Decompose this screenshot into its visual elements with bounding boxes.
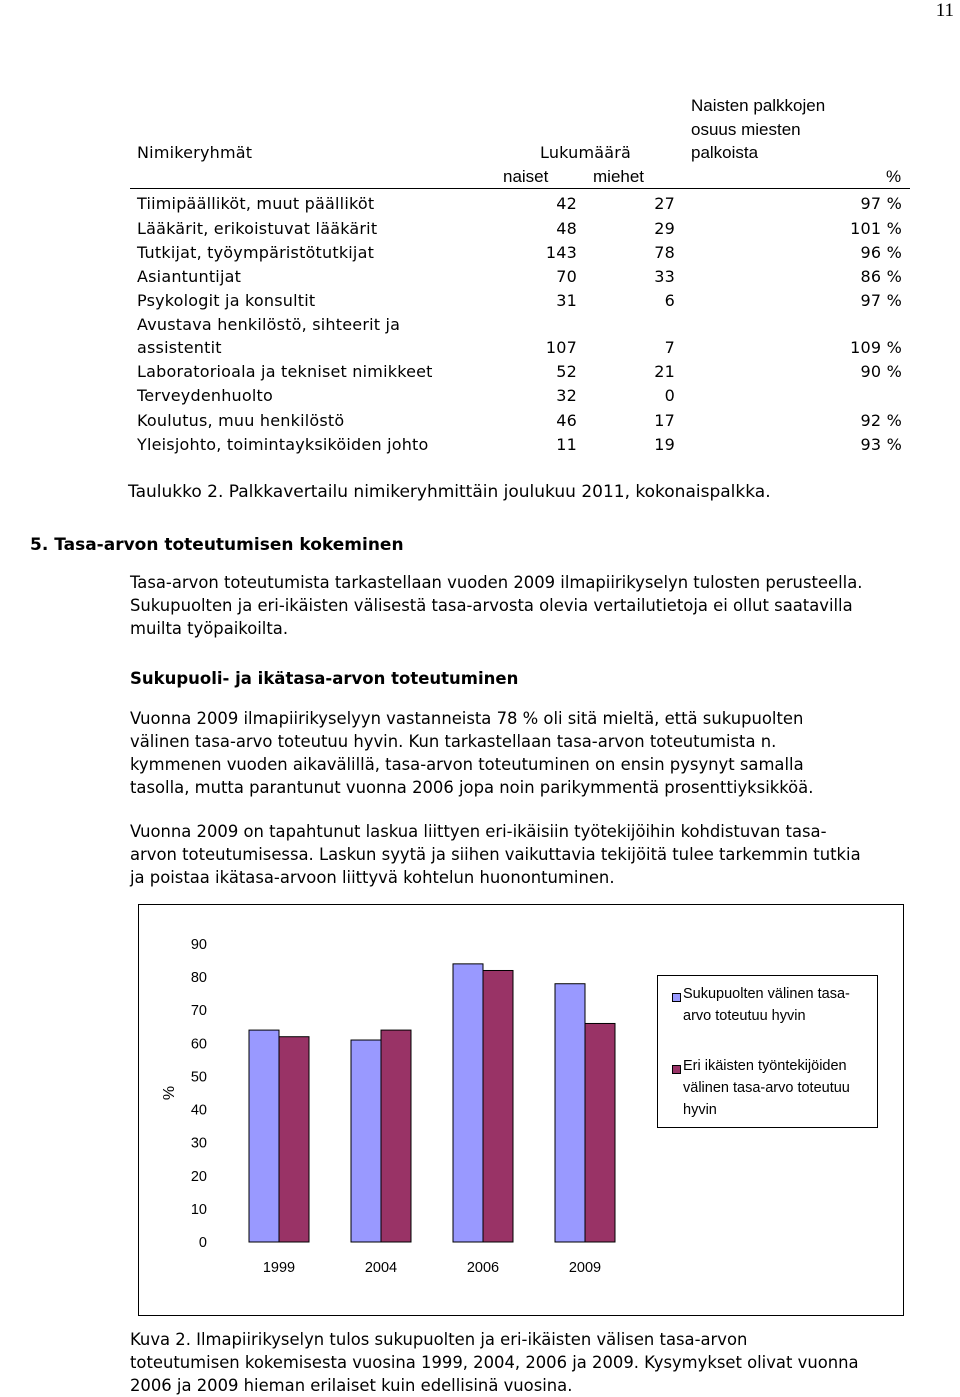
table-row-group: Avustava henkilöstö, sihteerit ja (137, 315, 401, 334)
table-row-miehet: 7 (664, 338, 675, 357)
col-header-count: Lukumäärä (540, 143, 632, 162)
legend-swatch-series-1 (672, 993, 681, 1002)
section-heading: 5. Tasa-arvon toteutumisen kokeminen (30, 535, 404, 555)
page-number: 11 (935, 0, 954, 21)
text-line: tasolla, mutta parantunut vuonna 2006 jopa noin parikymmentä prosenttiyksikköä. (130, 778, 814, 797)
paragraph-intro (130, 571, 960, 640)
paragraph-age-equality (130, 820, 960, 889)
text-line: Vuonna 2009 on tapahtunut laskua liittyen eri-ikäisiin työtekijöihin kohdistuvan tasa- (130, 822, 827, 841)
table-row-miehet: 0 (664, 386, 675, 405)
table-row-pct: 97 % (860, 291, 902, 310)
table-row-pct: 93 % (860, 435, 902, 454)
legend-label-series-1 (683, 983, 875, 1027)
sub-header-naiset: naiset (503, 167, 549, 186)
table-row-naiset: 42 (556, 194, 577, 213)
y-tick-label: 30 (190, 1135, 207, 1152)
figure-caption (130, 1328, 960, 1397)
y-tick-label: 60 (190, 1036, 207, 1053)
table-row-miehet: 27 (654, 194, 675, 213)
y-tick-label: 70 (190, 1003, 207, 1020)
y-tick-label: 0 (198, 1235, 207, 1251)
table-row-naiset: 48 (556, 219, 577, 238)
text-line: Kuva 2. Ilmapiirikyselyn tulos sukupuolten ja eri-ikäisten välisen tasa-arvon (130, 1330, 748, 1349)
table-row-pct: 86 % (860, 267, 902, 286)
chart-legend (657, 975, 878, 1128)
table-row-group-cont: assistentit (137, 338, 222, 357)
text-line: ja poistaa ikätasa-arvoon liittyvä kohtelun huonontuminen. (130, 868, 615, 887)
table-row-naiset: 46 (556, 411, 577, 430)
x-tick-label: 2004 (364, 1260, 398, 1276)
text-line: 2006 ja 2009 hieman erilaiset kuin edellisinä vuosina. (130, 1376, 573, 1395)
table-row-naiset: 11 (556, 435, 577, 454)
table-row-miehet: 6 (664, 291, 675, 310)
paragraph-gender-equality (130, 707, 960, 799)
table-row-pct: 96 % (860, 243, 902, 262)
text-line: Tasa-arvon toteutumista tarkastellaan vuoden 2009 ilmapiirikyselyn tulosten perusteella. (130, 573, 863, 592)
table-row-naiset: 52 (556, 362, 577, 381)
text-line: kymmenen vuoden aikavälillä, tasa-arvon toteutuminen on ensin pysynyt samalla (130, 755, 804, 774)
legend-swatch-series-2 (672, 1065, 681, 1074)
legend-line: hyvin (683, 1102, 717, 1118)
table-row-naiset: 107 (545, 338, 577, 357)
y-tick-label: 20 (190, 1168, 207, 1185)
table-row-naiset: 70 (556, 267, 577, 286)
y-tick-label: 90 (190, 937, 207, 953)
sub-header-pct: % (886, 167, 902, 186)
table-row-naiset: 143 (545, 243, 577, 262)
text-line: arvon toteutumisessa. Laskun syytä ja siihen vaikuttavia tekijöitä tulee tarkemmin tutkia (130, 845, 861, 864)
table-row-naiset: 31 (556, 291, 577, 310)
table-row-group: Koulutus, muu henkilöstö (137, 411, 345, 430)
legend-line: välinen tasa-arvo toteutuu (683, 1080, 850, 1096)
legend-line: Sukupuolten välinen tasa- (683, 986, 850, 1002)
table-row-group: Laboratorioala ja tekniset nimikkeet (137, 362, 433, 381)
sub-header-miehet: miehet (593, 167, 645, 186)
x-tick-label: 2009 (568, 1260, 602, 1276)
table-caption: Taulukko 2. Palkkavertailu nimikeryhmittäin joulukuu 2011, kokonaispalkka. (128, 482, 771, 502)
table-row-group: Terveydenhuolto (137, 386, 273, 405)
table-row-pct: 97 % (860, 194, 902, 213)
table-row-miehet: 29 (654, 219, 675, 238)
table-row-miehet: 33 (654, 267, 675, 286)
table-row-miehet: 78 (654, 243, 675, 262)
y-tick-label: 50 (190, 1069, 207, 1086)
text-line: Sukupuolten ja eri-ikäisten välisestä tasa-arvosta olevia vertailutietoja ei ollut saatavilla (130, 596, 853, 615)
y-tick-label: 80 (190, 970, 207, 987)
y-tick-label: 40 (190, 1102, 207, 1119)
table-row-naiset: 32 (556, 386, 577, 405)
col-header-ratio-line3: palkoista (691, 143, 759, 162)
col-header-ratio-line1: Naisten palkkojen (691, 96, 826, 115)
col-header-ratio-line2: osuus miesten (691, 120, 801, 139)
table-row-group: Tiimipäälliköt, muut päälliköt (137, 194, 375, 213)
table-row-group: Asiantuntijat (137, 267, 242, 286)
table-row-miehet: 21 (654, 362, 675, 381)
table-row-group: Psykologit ja konsultit (137, 291, 316, 310)
table-row-pct: 109 % (850, 338, 902, 357)
legend-line: Eri ikäisten työntekijöiden (683, 1058, 847, 1074)
text-line: toteutumisen kokemisesta vuosina 1999, 2004, 2006 ja 2009. Kysymykset olivat vuonna (130, 1353, 859, 1372)
table-row-miehet: 19 (654, 435, 675, 454)
subheading: Sukupuoli- ja ikätasa-arvon toteutuminen (130, 669, 519, 688)
table-row-pct: 101 % (850, 219, 902, 238)
table-row-group: Yleisjohto, toimintayksiköiden johto (137, 435, 429, 454)
legend-line: arvo toteutuu hyvin (683, 1008, 806, 1024)
x-tick-label: 2006 (466, 1260, 500, 1276)
table-row-miehet: 17 (654, 411, 675, 430)
x-tick-label: 1999 (262, 1260, 296, 1276)
legend-label-series-2 (683, 1055, 878, 1121)
table-row-group: Lääkärit, erikoistuvat lääkärit (137, 219, 378, 238)
table-row-pct: 90 % (860, 362, 902, 381)
table-row-group: Tutkijat, työympäristötutkijat (137, 243, 375, 262)
y-tick-label: 10 (190, 1201, 207, 1218)
table-header-rule (130, 188, 910, 189)
col-header-group: Nimikeryhmät (137, 143, 253, 162)
y-axis-label: % (161, 1085, 178, 1101)
text-line: välinen tasa-arvo toteutuu hyvin. Kun tarkastellaan tasa-arvon toteutumista n. (130, 732, 777, 751)
text-line: muilta työpaikoilta. (130, 619, 289, 638)
table-row-pct: 92 % (860, 411, 902, 430)
text-line: Vuonna 2009 ilmapiirikyselyyn vastanneista 78 % oli sitä mieltä, että sukupuolten (130, 709, 804, 728)
